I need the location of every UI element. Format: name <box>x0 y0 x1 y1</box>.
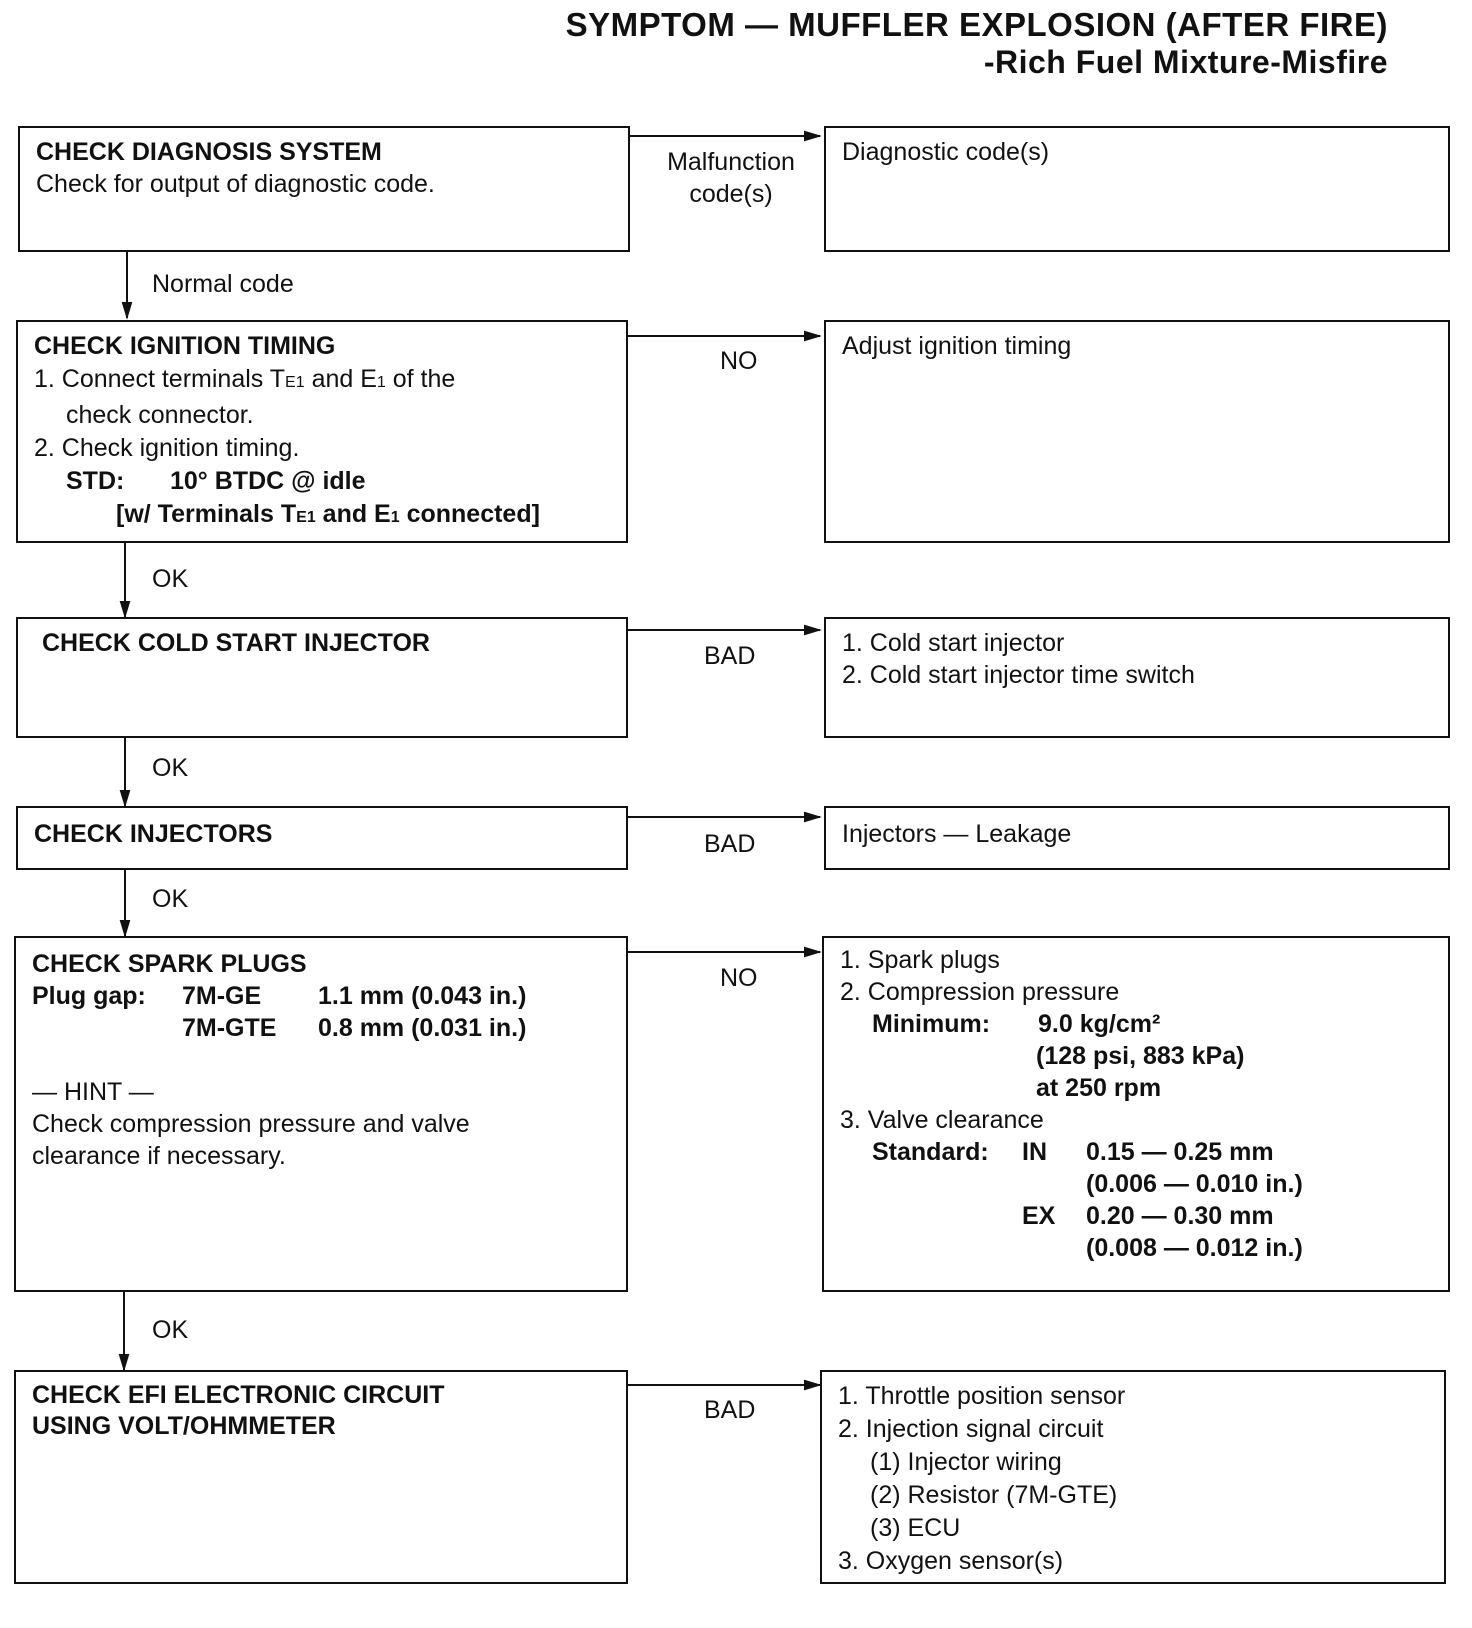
valve-ex-cont: (0.008 — 0.012 in.) <box>1086 1234 1303 1262</box>
step-item-1: 1. Connect terminals TE1 and E1 of the <box>34 365 456 393</box>
result-line: 1. Spark plugs <box>840 946 1000 974</box>
step-title: CHECK SPARK PLUGS <box>32 950 307 978</box>
step-item-1-cont: check connector. <box>66 401 254 429</box>
label-malfunction: Malfunction code(s) <box>667 148 795 208</box>
result-line: 2. Injection signal circuit <box>838 1415 1104 1443</box>
step-title: CHECK COLD START INJECTOR <box>42 629 430 657</box>
plug-gap-row-2: 7M-GTE 0.8 mm (0.031 in.) <box>182 1014 527 1042</box>
step-title: CHECK IGNITION TIMING <box>34 332 336 360</box>
step-body: Check for output of diagnostic code. <box>36 170 435 198</box>
result-subline: (2) Resistor (7M-GTE) <box>870 1481 1118 1509</box>
result-diagnostic-codes <box>824 126 1450 252</box>
result-line: 3. Oxygen sensor(s) <box>838 1547 1064 1575</box>
step-check-diagnosis <box>18 126 630 252</box>
step-check-ignition-timing <box>16 320 628 543</box>
result-cold-start <box>824 617 1450 738</box>
valve-in: Standard: IN 0.15 — 0.25 mm <box>872 1138 1274 1166</box>
step-title: CHECK EFI ELECTRONIC CIRCUIT <box>32 1381 445 1409</box>
hint-text: clearance if necessary. <box>32 1142 286 1170</box>
valve-ex: EX 0.20 — 0.30 mm <box>1022 1202 1274 1230</box>
hint-text: Check compression pressure and valve <box>32 1110 470 1138</box>
label-no: NO <box>720 347 758 375</box>
step-title: CHECK INJECTORS <box>34 820 273 848</box>
page-title: SYMPTOM — MUFFLER EXPLOSION (AFTER FIRE) <box>565 6 1388 43</box>
result-subline: (1) Injector wiring <box>870 1448 1062 1476</box>
result-adjust-ignition <box>824 320 1450 543</box>
label-ok: OK <box>152 754 189 782</box>
hint-title: — HINT — <box>32 1078 154 1106</box>
step-item-2: 2. Check ignition timing. <box>34 434 300 462</box>
step-check-cold-start-injector <box>16 617 628 738</box>
label-bad: BAD <box>704 1396 756 1424</box>
result-line: 1. Cold start injector <box>842 629 1065 657</box>
result-text: Adjust ignition timing <box>842 332 1072 360</box>
valve-in-cont: (0.006 — 0.010 in.) <box>1086 1170 1303 1198</box>
step-check-efi-circuit <box>14 1370 628 1584</box>
step-title: USING VOLT/OHMMETER <box>32 1412 336 1440</box>
step-check-spark-plugs <box>14 936 628 1292</box>
label-normal-code: Normal code <box>152 270 294 298</box>
result-line: 1. Throttle position sensor <box>838 1382 1126 1410</box>
min-compression: Minimum: 9.0 kg/cm² <box>872 1010 1161 1038</box>
label-ok: OK <box>152 1316 189 1344</box>
label-no: NO <box>720 964 758 992</box>
result-line: 2. Cold start injector time switch <box>842 661 1195 689</box>
min-compression-cont: at 250 rpm <box>1036 1074 1162 1102</box>
result-injector-leakage <box>824 806 1450 870</box>
result-subline: (3) ECU <box>870 1514 961 1542</box>
label-ok: OK <box>152 885 189 913</box>
result-line: 2. Compression pressure <box>840 978 1120 1006</box>
label-ok: OK <box>152 565 189 593</box>
label-bad: BAD <box>704 830 756 858</box>
std-condition: [w/ Terminals TE1 and E1 connected] <box>116 500 540 528</box>
result-text: Diagnostic code(s) <box>842 138 1050 166</box>
step-title: CHECK DIAGNOSIS SYSTEM <box>36 138 382 166</box>
min-compression-cont: (128 psi, 883 kPa) <box>1036 1042 1245 1070</box>
result-line: 3. Valve clearance <box>840 1106 1044 1134</box>
std-spec: STD: 10° BTDC @ idle <box>66 467 366 495</box>
page-subtitle: -Rich Fuel Mixture-Misfire <box>983 44 1388 80</box>
step-check-injectors <box>16 806 628 870</box>
result-efi-circuit <box>820 1370 1446 1584</box>
plug-gap-row-1: Plug gap: 7M-GE 1.1 mm (0.043 in.) <box>32 982 527 1010</box>
label-bad: BAD <box>704 642 756 670</box>
result-text: Injectors — Leakage <box>842 820 1072 848</box>
result-spark-plugs <box>822 936 1450 1292</box>
